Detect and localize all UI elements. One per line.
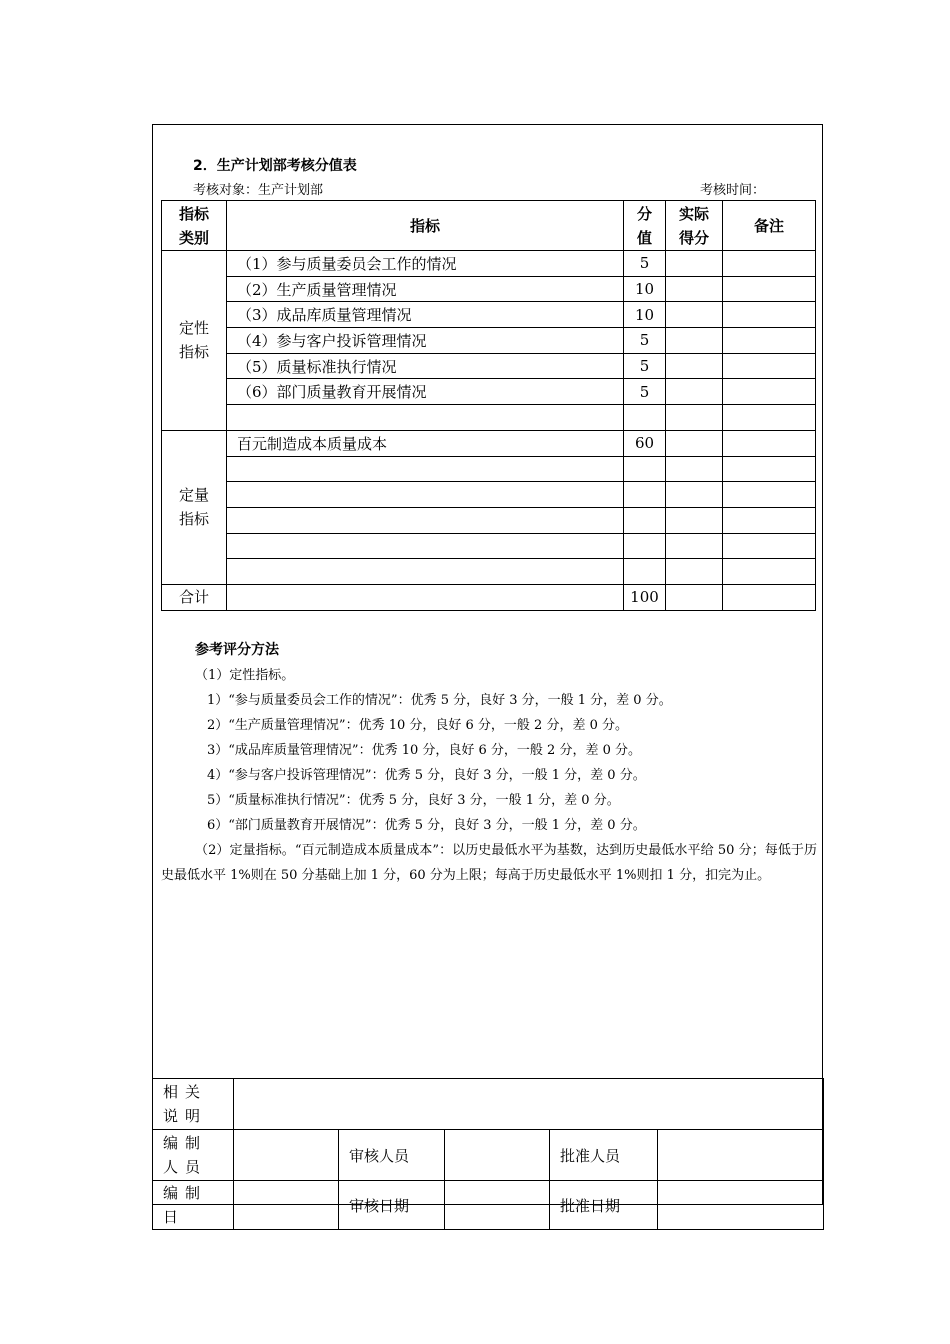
table-row	[162, 482, 816, 508]
indicator-cell: （5）质量标准执行情况	[227, 353, 624, 379]
remark-cell	[723, 456, 816, 482]
score-cell: 10	[624, 302, 666, 328]
indicator-cell: 百元制造成本质量成本	[227, 430, 624, 456]
total-score: 100	[624, 584, 666, 610]
compiler-label: 编制人员	[153, 1130, 234, 1181]
score-table	[161, 200, 816, 611]
header-actual: 实际 得分	[666, 201, 723, 251]
table-row	[162, 379, 816, 405]
compile-date-field[interactable]	[234, 1181, 339, 1230]
indicator-cell: （3）成品库质量管理情况	[227, 302, 624, 328]
remark-cell	[723, 251, 816, 277]
table-row	[162, 456, 816, 482]
method-item: 1）“参与质量委员会工作的情况”：优秀 5 分，良好 3 分，一般 1 分，差 0 分。	[207, 693, 672, 708]
indicator-cell: （4）参与客户投诉管理情况	[227, 328, 624, 354]
category-qualitative: 定性 指标	[162, 251, 227, 431]
page-title: 2．生产计划部考核分值表	[193, 158, 357, 174]
approver-field[interactable]	[658, 1130, 824, 1181]
category-quantitative: 定量 指标	[162, 430, 227, 584]
score-cell: 60	[624, 430, 666, 456]
indicator-cell: （6）部门质量教育开展情况	[227, 379, 624, 405]
actual-cell	[666, 379, 723, 405]
indicator-cell	[227, 456, 624, 482]
score-cell	[624, 405, 666, 431]
total-row	[162, 584, 816, 610]
actual-cell	[666, 405, 723, 431]
score-cell	[624, 456, 666, 482]
approver-label: 批准人员	[550, 1130, 658, 1181]
method-item: 3）“成品库质量管理情况”：优秀 10 分，良好 6 分，一般 2 分，差 0 分。	[207, 743, 641, 758]
assess-time: 考核时间：	[700, 183, 766, 198]
remark-cell	[723, 276, 816, 302]
related-notes-field[interactable]	[234, 1079, 824, 1130]
actual-cell	[666, 353, 723, 379]
method-item: 5）“质量标准执行情况”：优秀 5 分，良好 3 分，一般 1 分，差 0 分。	[207, 793, 620, 808]
review-date-field[interactable]	[445, 1181, 550, 1230]
score-cell: 5	[624, 328, 666, 354]
score-cell: 10	[624, 276, 666, 302]
total-indicator-cell	[227, 584, 624, 610]
actual-cell	[666, 328, 723, 354]
indicator-cell	[227, 507, 624, 533]
remark-cell	[723, 507, 816, 533]
remark-cell	[723, 559, 816, 585]
method-item: 2）“生产质量管理情况”：优秀 10 分，良好 6 分，一般 2 分，差 0 分。	[207, 718, 628, 733]
indicator-cell: （1）参与质量委员会工作的情况	[227, 251, 624, 277]
table-row	[162, 507, 816, 533]
remark-cell	[723, 379, 816, 405]
score-cell	[624, 559, 666, 585]
actual-cell	[666, 430, 723, 456]
indicator-cell	[227, 405, 624, 431]
related-notes-row	[153, 1079, 824, 1130]
header-remark: 备注	[723, 201, 816, 251]
table-row	[162, 559, 816, 585]
method-item: 6）“部门质量教育开展情况”：优秀 5 分，良好 3 分，一般 1 分，差 0 分。	[207, 818, 646, 833]
score-cell	[624, 507, 666, 533]
indicator-cell	[227, 533, 624, 559]
actual-cell	[666, 251, 723, 277]
table-row	[162, 430, 816, 456]
actual-cell	[666, 456, 723, 482]
scoring-method	[161, 638, 817, 888]
actual-cell	[666, 584, 723, 610]
header-indicator: 指标	[227, 201, 624, 251]
score-cell	[624, 533, 666, 559]
review-date-label: 审核日期	[339, 1181, 445, 1230]
actual-cell	[666, 533, 723, 559]
actual-cell	[666, 559, 723, 585]
reviewer-label: 审核人员	[339, 1130, 445, 1181]
remark-cell	[723, 533, 816, 559]
compiler-field[interactable]	[234, 1130, 339, 1181]
actual-cell	[666, 276, 723, 302]
remark-cell	[723, 482, 816, 508]
score-cell: 5	[624, 379, 666, 405]
remark-cell	[723, 584, 816, 610]
indicator-cell	[227, 482, 624, 508]
remark-cell	[723, 353, 816, 379]
quantitative-paragraph: （2）定量指标。“百元制造成本质量成本”：以历史最低水平为基数，达到历史最低水平给 50 分；每低于历史最低水平 1%则在 50 分基础上加 1 分，60 分为上限；每高于历史最低水平 1%则扣 1 分，扣完为止。	[161, 843, 817, 883]
table-row	[162, 302, 816, 328]
score-cell: 5	[624, 251, 666, 277]
dates-row	[153, 1181, 824, 1230]
actual-cell	[666, 482, 723, 508]
score-cell: 5	[624, 353, 666, 379]
method-title: 参考评分方法	[195, 642, 279, 658]
assess-object: 考核对象：生产计划部	[193, 183, 324, 198]
method-item: 4）“参与客户投诉管理情况”：优秀 5 分，良好 3 分，一般 1 分，差 0 分。	[207, 768, 646, 783]
remark-cell	[723, 302, 816, 328]
personnel-row	[153, 1130, 824, 1181]
indicator-cell: （2）生产质量管理情况	[227, 276, 624, 302]
signoff-table	[152, 1078, 824, 1230]
score-cell	[624, 482, 666, 508]
header-category: 指标 类别	[162, 201, 227, 251]
remark-cell	[723, 430, 816, 456]
actual-cell	[666, 302, 723, 328]
indicator-cell	[227, 559, 624, 585]
table-row	[162, 353, 816, 379]
score-table-header	[162, 201, 816, 251]
table-row	[162, 328, 816, 354]
approve-date-label: 批准日期	[550, 1181, 658, 1230]
table-row	[162, 251, 816, 277]
reviewer-field[interactable]	[445, 1130, 550, 1181]
compile-date-label: 编制日	[153, 1181, 234, 1230]
approve-date-field[interactable]	[658, 1181, 824, 1230]
table-row	[162, 405, 816, 431]
total-label: 合计	[162, 584, 227, 610]
table-row	[162, 276, 816, 302]
header-score: 分 值	[624, 201, 666, 251]
related-notes-label: 相关说明	[153, 1079, 234, 1130]
remark-cell	[723, 405, 816, 431]
remark-cell	[723, 328, 816, 354]
actual-cell	[666, 507, 723, 533]
qualitative-heading: （1）定性指标。	[195, 668, 295, 683]
table-row	[162, 533, 816, 559]
